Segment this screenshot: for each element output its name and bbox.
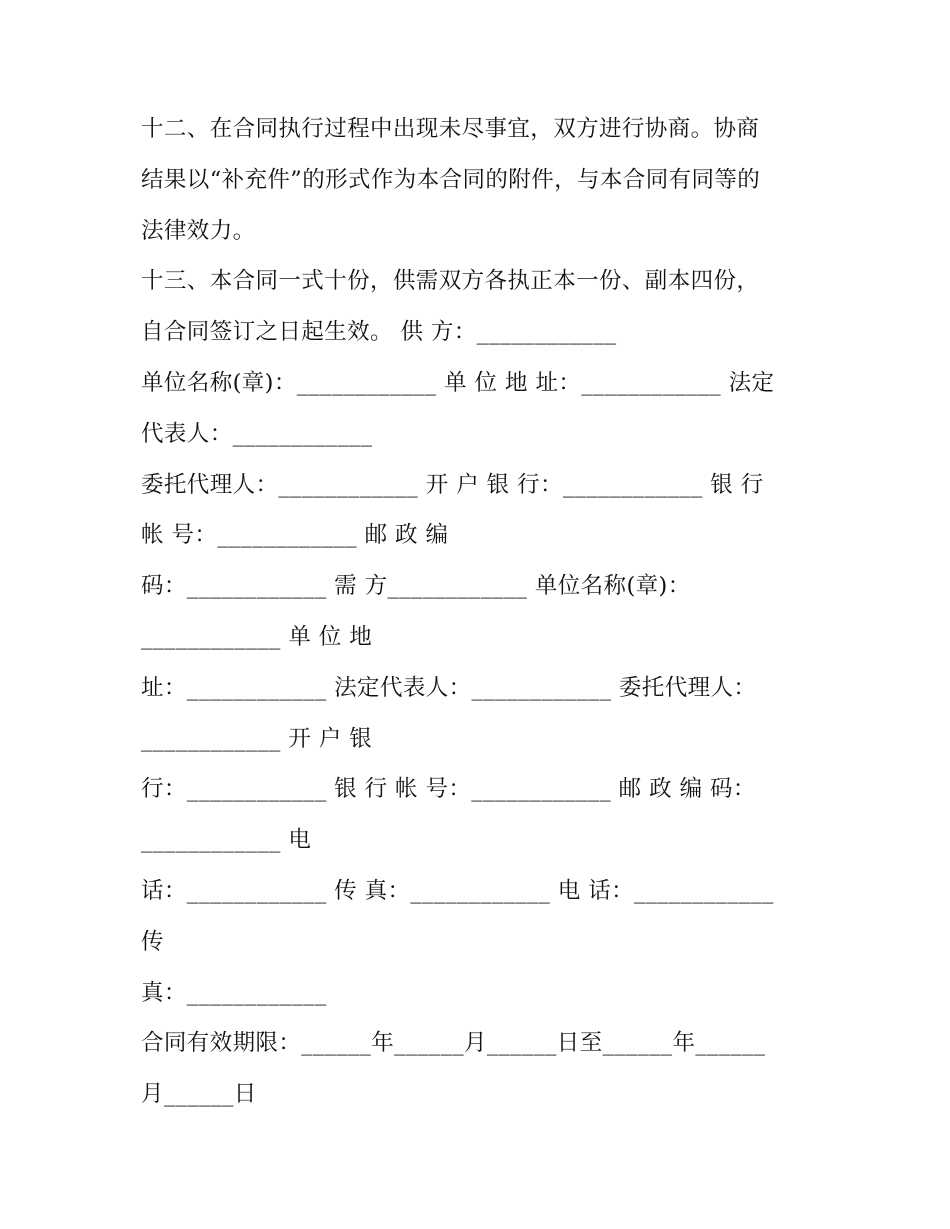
text-line: 月______日 <box>141 1081 257 1108</box>
text-line: 行：____________ 银 行 帐 号：____________ 邮 政 编 码： <box>141 776 756 803</box>
text-line: 十二、在合同执行过程中出现未尽事宜，双方进行协商。协商 <box>141 116 760 142</box>
text-line: 结果以“补充件”的形式作为本合同的附件，与本合同有同等的 <box>141 166 761 193</box>
text-line: ____________ 开 户 银 <box>141 725 373 752</box>
text-line: 十三、本合同一式十份，供需双方各执正本一份、副本四份， <box>141 268 760 295</box>
text-line: 委托代理人：____________ 开 户 银 行：____________ 银 行 <box>141 471 764 498</box>
text-line: 法律效力。 <box>141 217 256 244</box>
text-line: 自合同签订之日起生效。 供 方：____________ <box>141 319 617 346</box>
text-line: 单位名称(章)：____________ 单 位 地 址：____________ 法定 <box>141 369 775 396</box>
text-line: ____________ 电 <box>141 827 312 854</box>
text-line: 码：____________ 需 方____________ 单位名称(章)： <box>141 573 691 600</box>
text-line: ____________ 单 位 地 <box>141 623 373 650</box>
text-line: 址：____________ 法定代表人：____________ 委托代理人： <box>141 674 757 701</box>
text-line: 帐 号：____________ 邮 政 编 <box>141 522 449 549</box>
text-line: 合同有效期限：______年______月______日至______年______ <box>141 1030 766 1057</box>
contract-text-body <box>141 104 811 1120</box>
text-line: 代表人：____________ <box>141 420 373 447</box>
text-line: 真：____________ <box>141 979 327 1006</box>
text-line: 话：____________ 传 真：____________ 电 话：____________ <box>141 877 774 904</box>
text-line: 传 <box>141 928 164 955</box>
